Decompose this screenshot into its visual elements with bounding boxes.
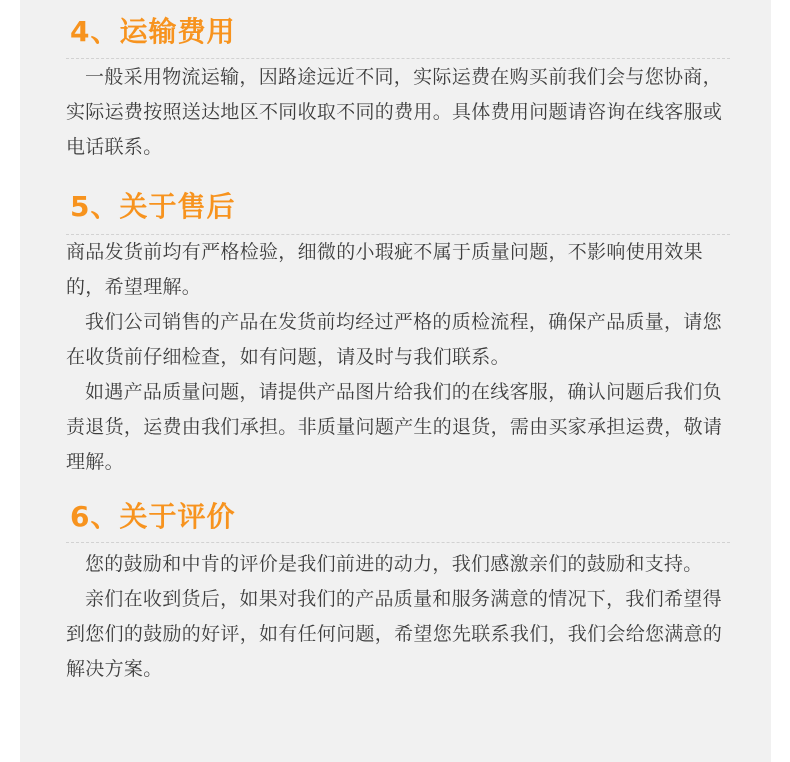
section-heading: 5、关于售后	[70, 190, 236, 223]
paragraph: 亲们在收到货后，如果对我们的产品质量和服务满意的情况下，我们希望得到您们的鼓励的好评，如有任何问题，希望您先联系我们，我们会给您满意的解决方案。	[66, 588, 723, 680]
dashed-divider	[66, 542, 730, 543]
section-reviews	[66, 499, 730, 687]
paragraph: 商品发货前均有严格检验，细微的小瑕疵不属于质量问题，不影响使用效果的，希望理解。	[66, 241, 703, 298]
paragraph: 我们公司销售的产品在发货前均经过严格的质检流程，确保产品质量，请您在收货前仔细检查，如有问题，请及时与我们联系。	[66, 311, 722, 368]
section-shipping-fee	[66, 14, 730, 165]
section-heading: 4、运输费用	[70, 15, 236, 48]
dashed-divider	[66, 58, 730, 59]
paragraph: 如遇产品质量问题，请提供产品图片给我们的在线客服，确认问题后我们负责退货，运费由我们承担。非质量问题产生的退货，需由买家承担运费，敬请理解。	[66, 381, 723, 473]
section-after-sales	[66, 189, 730, 480]
section-heading: 6、关于评价	[70, 500, 236, 533]
paragraph: 您的鼓励和中肯的评价是我们前进的动力，我们感激亲们的鼓励和支持。	[85, 553, 703, 575]
paragraph: 一般采用物流运输，因路途远近不同，实际运费在购买前我们会与您协商，实际运费按照送达地区不同收取不同的费用。具体费用问题请咨询在线客服或电话联系。	[66, 66, 723, 158]
